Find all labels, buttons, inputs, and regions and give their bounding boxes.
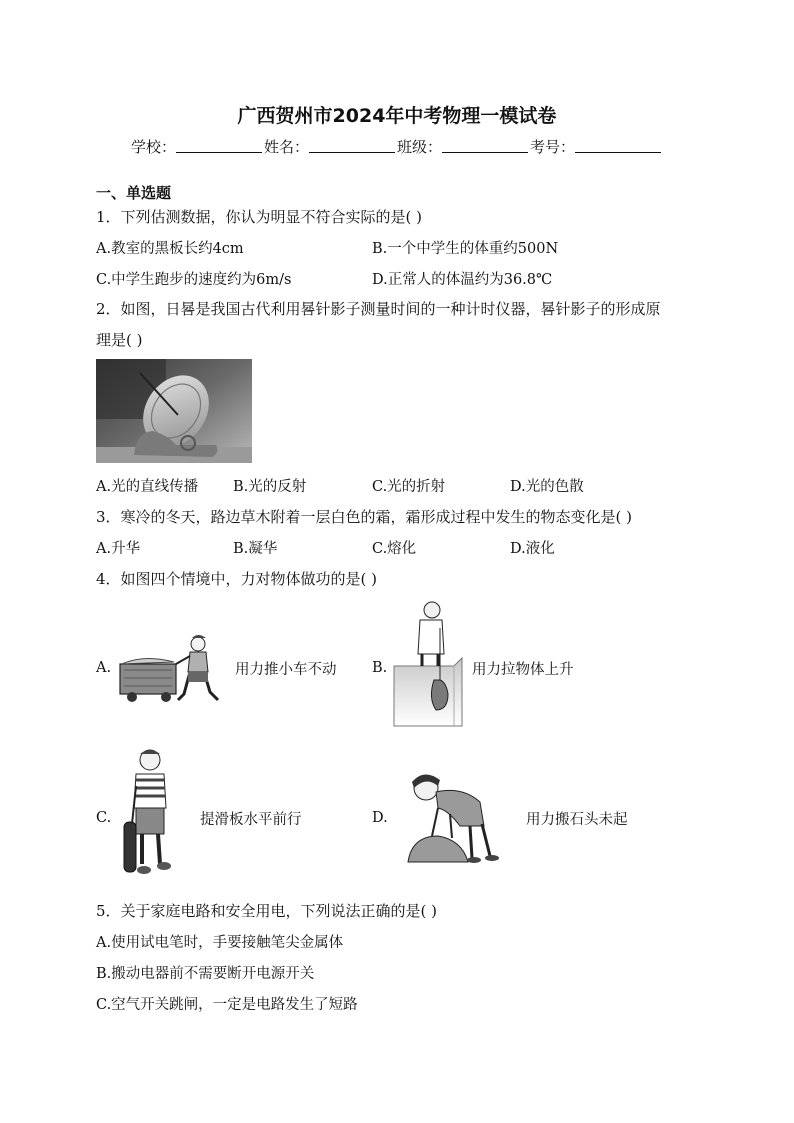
q5-option-c[interactable]: C.空气开关跳闸，一定是电路发生了短路 (96, 997, 358, 1013)
q3-option-b[interactable]: B.凝华 (233, 541, 278, 557)
q2-option-b[interactable]: B.光的反射 (233, 479, 307, 495)
q5-option-b[interactable]: B.搬动电器前不需要断开电源开关 (96, 966, 315, 982)
q1-option-c[interactable]: C.中学生跑步的速度约为6m/s (96, 272, 292, 288)
name-label: 姓名： (263, 138, 309, 156)
q4-option-b-text: 用力拉物体上升 (472, 662, 574, 678)
number-blank[interactable] (575, 136, 661, 153)
lifting-bag-illustration (392, 598, 472, 730)
class-blank[interactable] (442, 136, 528, 153)
name-blank[interactable] (309, 136, 395, 153)
student-info-row (0, 136, 794, 157)
class-label: 班级： (397, 138, 443, 156)
q2-option-d[interactable]: D.光的色散 (510, 479, 584, 495)
pushing-cart-illustration (114, 628, 232, 708)
number-label: 考号： (530, 138, 576, 156)
q4-option-a-text: 用力推小车不动 (235, 662, 337, 678)
q4-option-b-label[interactable]: B. (372, 660, 388, 676)
q2-stem-line2: 理是( ) (96, 331, 143, 349)
q4-option-d-label[interactable]: D. (372, 810, 388, 826)
lifting-rock-illustration (398, 766, 502, 864)
q1-option-d[interactable]: D.正常人的体温约为36.8℃ (372, 272, 553, 288)
section-heading: 一、单选题 (96, 184, 172, 202)
q4-option-d-text: 用力搬石头未起 (526, 812, 628, 828)
skateboard-boy-illustration (120, 746, 184, 878)
q3-option-a[interactable]: A.升华 (96, 541, 141, 557)
q4-option-c-label[interactable]: C. (96, 810, 112, 826)
q1-stem: 1．下列估测数据，你认为明显不符合实际的是( ) (96, 208, 423, 226)
q3-option-c[interactable]: C.熔化 (372, 541, 417, 557)
q5-option-a[interactable]: A.使用试电笔时，手要接触笔尖金属体 (96, 935, 344, 951)
q5-stem: 5．关于家庭电路和安全用电，下列说法正确的是( ) (96, 902, 438, 920)
exam-title: 广西贺州市2024年中考物理一模试卷 (237, 105, 557, 127)
q4-stem: 4．如图四个情境中，力对物体做功的是( ) (96, 570, 378, 588)
sundial-photo (96, 359, 252, 463)
q3-option-d[interactable]: D.液化 (510, 541, 555, 557)
school-blank[interactable] (176, 136, 262, 153)
school-label: 学校： (130, 138, 176, 156)
q1-option-b[interactable]: B.一个中学生的体重约500N (372, 241, 559, 257)
q4-option-c-text: 提滑板水平前行 (200, 812, 302, 828)
q2-option-a[interactable]: A.光的直线传播 (96, 479, 199, 495)
q2-stem-line1: 2．如图，日晷是我国古代利用晷针影子测量时间的一种计时仪器，晷针影子的形成原 (96, 300, 661, 318)
q1-option-a[interactable]: A.教室的黑板长约4cm (96, 241, 244, 257)
q3-stem: 3．寒冷的冬天，路边草木附着一层白色的霜，霜形成过程中发生的物态变化是( ) (96, 508, 633, 526)
q2-option-c[interactable]: C.光的折射 (372, 479, 446, 495)
q4-option-a-label[interactable]: A. (96, 660, 112, 676)
